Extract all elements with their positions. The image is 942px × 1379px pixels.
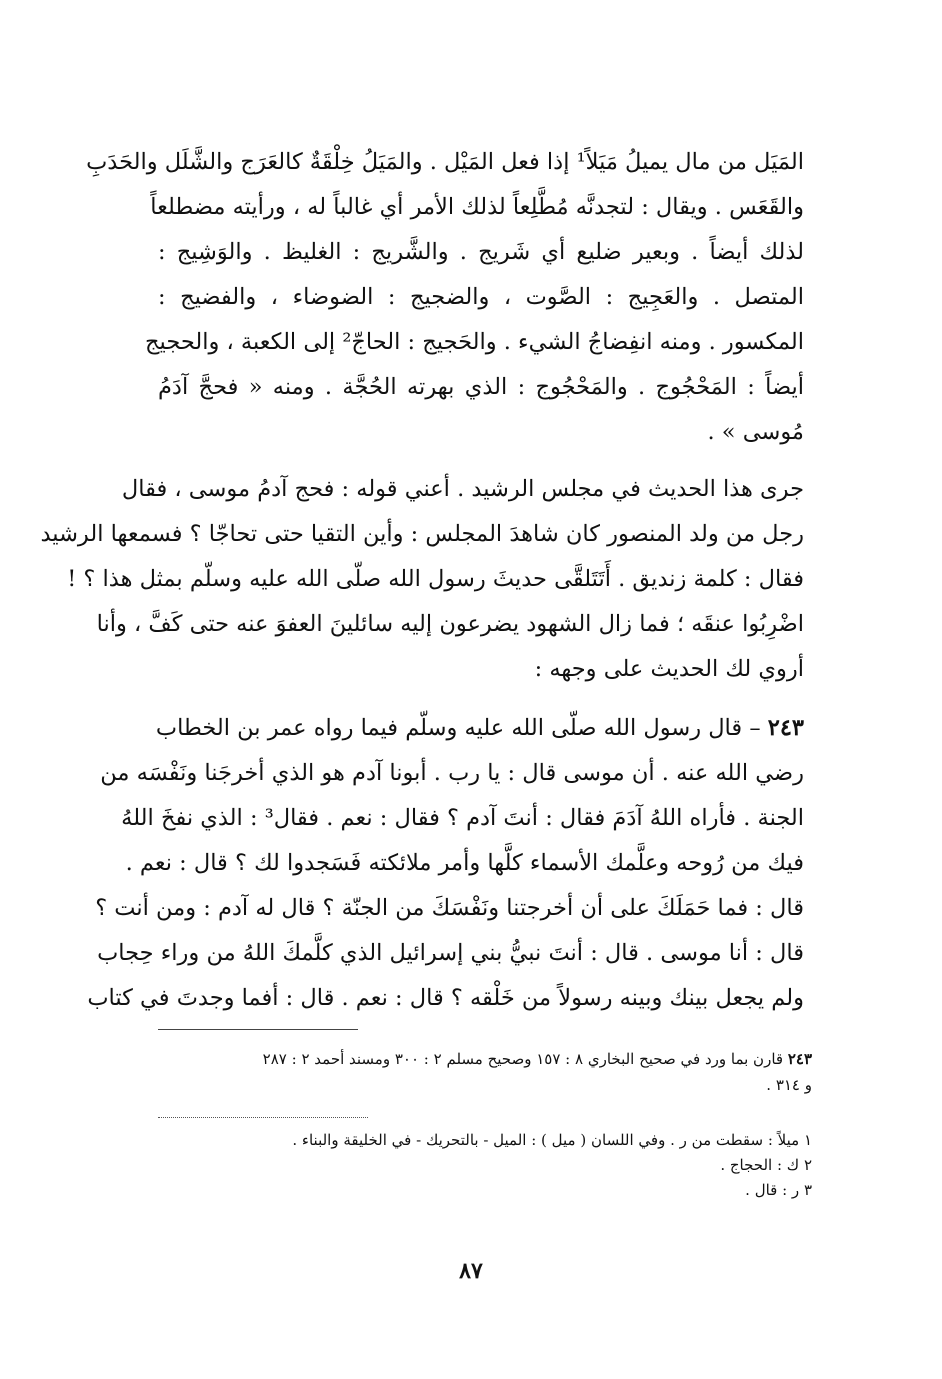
paragraph-definitions: [86, 140, 804, 455]
text-line: المكسور . ومنه انفِضاجُ الشيء . والحَجيج : الحاجّ² إلى الكعبة ، والحجيج: [145, 329, 804, 355]
text-line: جرى هذا الحديث في مجلس الرشيد . أعني قوله : فحج آدمُ موسى ، فقال: [121, 476, 804, 502]
footnote: ٣ ر : قال .: [745, 1181, 812, 1199]
text-line: أيضاً : المَحْجُوج . والمَحْجُوج : الذي بهرته الحُجَّة . ومنه « فحجَّ آدَمُ: [158, 374, 804, 400]
text-line: فيك من رُوحه وعلَّمك الأسماء كلَّها وأمر ملائكته فَسَجدوا لك ؟ قال : نعم .: [125, 850, 804, 876]
footnote: ٢ ك : الحجاج .: [720, 1156, 812, 1174]
paragraph-hadith-243: [87, 706, 804, 1021]
reference-notes: [168, 1046, 812, 1098]
text-line: قال : فما حَمَلَكَ على أن أخرجتنا ونَفْسَكَ من الجنّة ؟ قال له آدم : ومن أنت ؟: [95, 895, 804, 921]
text-line: المتصل . والعَجِيج : الصَّوت ، والضجيج : الضوضاء ، والفضيج :: [158, 284, 804, 310]
text-line: الجنة . فأراه اللهُ آدَمَ فقال : أنتَ آدم ؟ فقال : نعم . فقال³ : الذي نفخَ اللهُ: [121, 805, 804, 831]
text-line: ولم يجعل بينك وبينه رسولاً من خَلْقه ؟ قال : نعم . قال : أفما وجدتَ في كتاب: [87, 985, 804, 1011]
footnotes: [168, 1128, 812, 1203]
text-line: والقَعَس . ويقال : لتجدنَّه مُطَّلِعاً لذلك الأمر أي غالباً له ، ورأيته مضطلعاً: [150, 194, 804, 220]
paragraph-rashid-story: [40, 467, 804, 692]
text-line: قال : أنا موسى . قال : أنتَ نبيُّ بني إسرائيل الذي كلَّمكَ اللهُ من وراء حِجاب: [97, 940, 804, 966]
text-line: رجل من ولد المنصور كان شاهدَ المجلس : وأين التقيا حتى تحاجّا ؟ فسمعها الرشيد: [40, 521, 804, 547]
note-text: قارن بما ورد في صحيح البخاري ٨ : ١٥٧ وصحيح مسلم ٢ : ٣٠٠ ومسند أحمد ٢ : ٢٨٧: [262, 1050, 788, 1068]
text-line: مُوسى » .: [707, 419, 804, 445]
page-number: ٨٧: [459, 1258, 483, 1284]
text-line: المَيَل من مال يميلُ مَيَلاً¹ إذا فعل المَيْل . والمَيَلُ خِلْقَةٌ كالعَرَج والشَّلَل والحَدَبِ: [86, 149, 804, 175]
main-text: [40, 140, 804, 1021]
note-line: [168, 1046, 812, 1072]
text-line: رضي الله عنه . أن موسى قال : يا رب . أبونا آدم هو الذي أخرجَنا ونَفْسَه من: [100, 760, 804, 786]
text-line: أروي لك الحديث على وجهه :: [534, 656, 804, 682]
note-number: ٢٤٣: [787, 1050, 812, 1068]
text-line: فقال : كلمة زنديق . أَتَتَلقَّى حديثَ رسول الله صلّى الله عليه وسلّم بمثل هذا ؟ !: [67, 566, 804, 592]
divider: [158, 1029, 358, 1030]
text-line: [155, 706, 804, 751]
note-line: و ٣١٤ .: [766, 1076, 812, 1094]
hadith-number: ٢٤٣: [767, 715, 804, 741]
footnote: ١ ميلاً : سقطت من ر . وفي اللسان ( ميل ) : الميل - بالتحريك - في الخليقة والبناء .: [292, 1131, 812, 1149]
text-line: اضْرِبُوا عنقَه ؛ فما زال الشهود يضرعون إليه سائلينَ العفوَ عنه حتى كَفَّ ، وأنا: [96, 611, 804, 637]
dotted-divider: [158, 1117, 368, 1118]
text-line: لذلك أيضاً . وبعير ضليع أي شَريج . والشَّريج : الغليظ . والوَشِيج :: [158, 239, 804, 265]
hadith-text: – قال رسول الله صلّى الله عليه وسلّم فيما رواه عمر بن الخطاب: [155, 715, 768, 741]
